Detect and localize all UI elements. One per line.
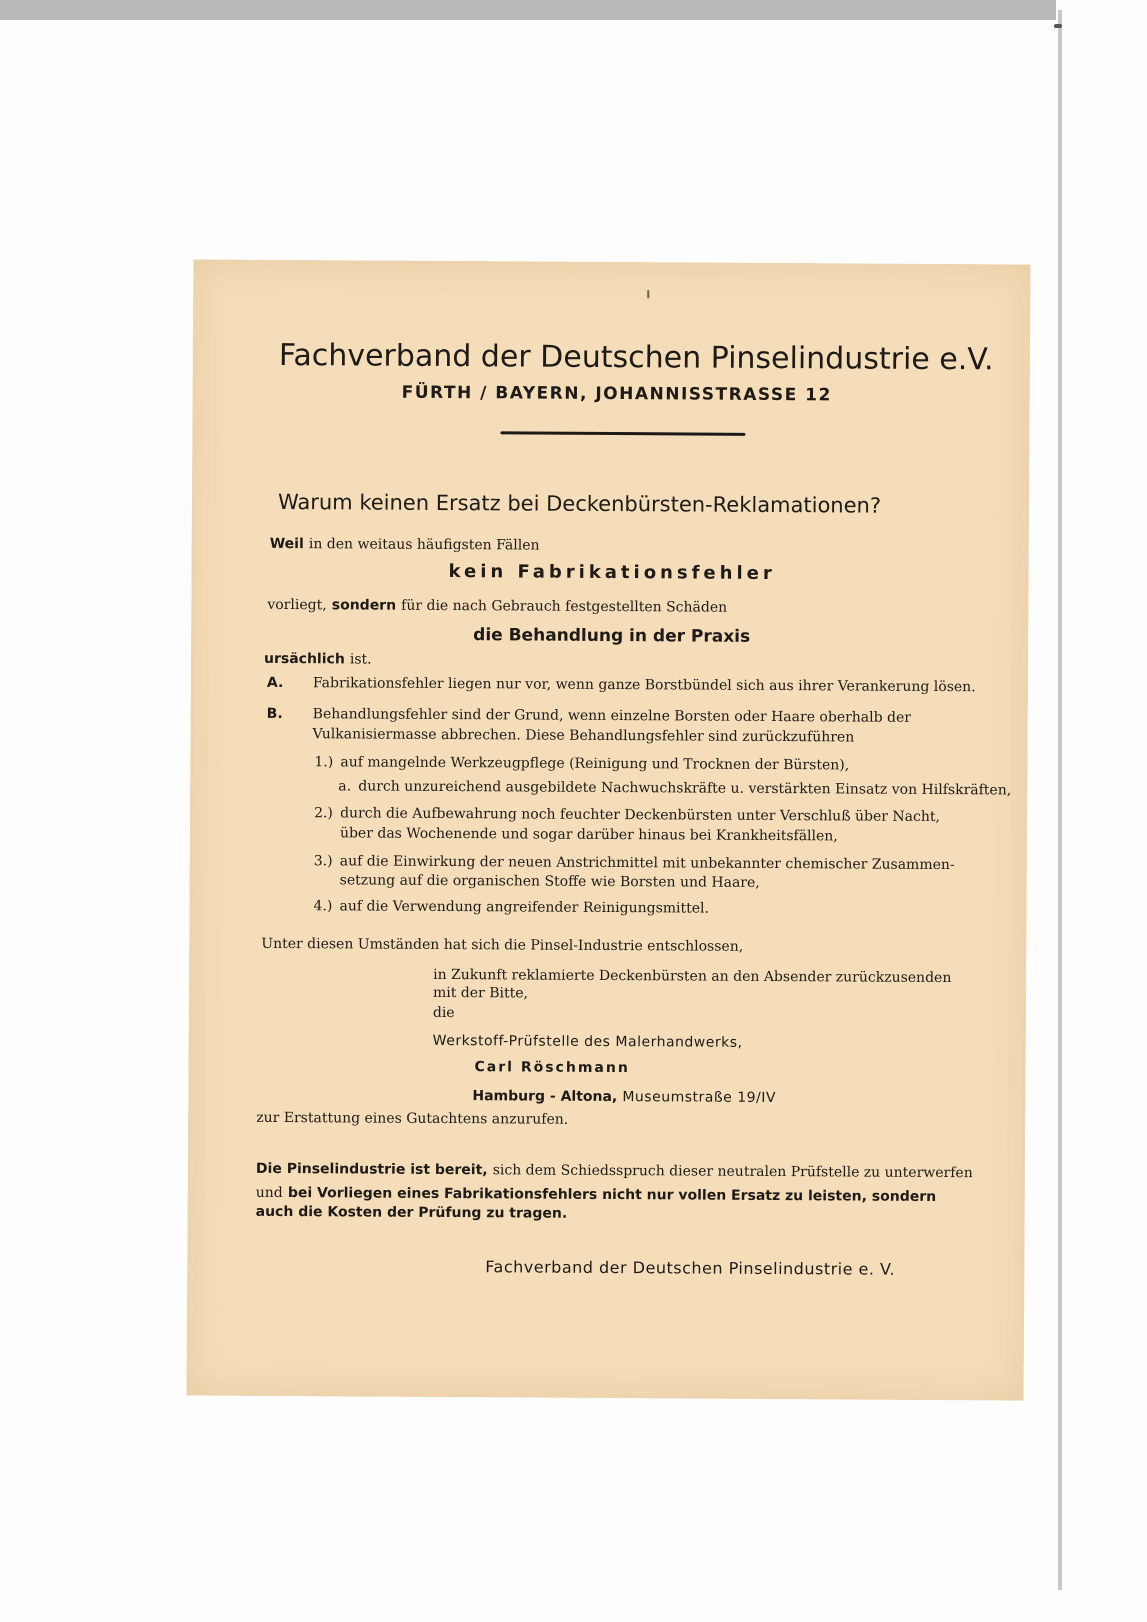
sub-3-line-1: auf die Einwirkung der neuen Anstrichmittel mit unbekannter chemischer Zusammen- <box>339 853 955 874</box>
testing-street: Museumstraße 19/IV <box>622 1089 777 1107</box>
intro-line-5 <box>264 648 372 668</box>
intro-line-3-a: vorliegt, <box>267 596 327 614</box>
sub-3-line-2: setzung auf die organischen Stoffe wie Borsten und Haare, <box>339 872 760 891</box>
intro-line-1 <box>270 533 540 554</box>
document-title: Warum keinen Ersatz bei Deckenbürsten-Reklamationen? <box>277 489 882 518</box>
decision-line-1: Unter diesen Umständen hat sich die Pinsel-Industrie entschlossen, <box>261 935 744 955</box>
letterhead-name: Fachverband der Deutschen Pinselindustrie e.V. <box>278 337 994 378</box>
intro-weil: Weil <box>269 535 304 553</box>
sub-4-number: 4.) <box>313 898 333 915</box>
paper-mark <box>647 290 649 298</box>
signature: Fachverband der Deutschen Pinselindustrie e. V. <box>485 1257 896 1279</box>
scanner-edge-top <box>0 0 1147 20</box>
sub-1a-number: a. <box>338 778 352 795</box>
offer-line-1-rest: sich dem Schiedsspruch dieser neutralen Prüfstelle zu unterwerfen <box>492 1162 973 1182</box>
scan-mark <box>1054 24 1062 28</box>
sub-4-text: auf die Verwendung angreifender Reinigungsmittel. <box>339 898 710 917</box>
intro-sondern: sondern <box>331 597 397 614</box>
item-b-line-1: Behandlungsfehler sind der Grund, wenn einzelne Borsten oder Haare oberhalb der <box>312 706 912 726</box>
offer-line-1-bold: Die Pinselindustrie ist bereit, <box>255 1160 488 1179</box>
testing-address <box>472 1085 776 1106</box>
testing-office: Werkstoff-Prüfstelle des Malerhandwerks, <box>432 1032 743 1051</box>
testing-person: Carl Röschmann <box>474 1059 630 1077</box>
item-a-text: Fabrikationsfehler liegen nur vor, wenn ganze Borstbündel sich aus ihrer Verankerung lösen. <box>312 675 976 696</box>
letterhead-address: FÜRTH / BAYERN, JOHANNISSTRASSE 12 <box>401 382 832 406</box>
offer-line-2-bold: bei Vorliegen eines Fabrikationsfehlers nicht nur vollen Ersatz zu leisten, sondern <box>287 1185 937 1206</box>
intro-line-5-rest: ist. <box>349 651 372 668</box>
item-a-marker: A. <box>266 674 284 692</box>
sub-2-number: 2.) <box>314 805 333 822</box>
offer-line-2-a: und <box>255 1184 283 1202</box>
intro-line-1-rest: in den weitaus häufigsten Fällen <box>308 536 540 554</box>
testing-city: Hamburg - Altona, <box>472 1088 618 1106</box>
offer-line-1 <box>256 1158 973 1181</box>
sub-2-line-2: über das Wochenende und sogar darüber hinaus bei Krankheitsfällen, <box>339 825 838 845</box>
emphasis-no-defect: kein Fabrikationsfehler <box>448 561 776 585</box>
decision-line-3: mit der Bitte, <box>432 984 529 1002</box>
sub-1a-text: durch unzureichend ausgebildete Nachwuchskräfte u. verstärkten Einsatz von Hilfskräften, <box>358 778 1012 799</box>
decision-line-4: die <box>432 1004 455 1022</box>
divider-rule <box>500 431 745 435</box>
scanner-edge-right <box>1058 10 1062 1590</box>
offer-line-2 <box>256 1182 936 1205</box>
document-sheet <box>187 259 1031 1400</box>
sub-1-text: auf mangelnde Werkzeugpflege (Reinigung und Trocknen der Bürsten), <box>340 754 850 774</box>
intro-ursaechlich: ursächlich <box>263 650 345 668</box>
item-b-line-2: Vulkanisiermasse abbrechen. Diese Behandlungsfehler sind zurückzuführen <box>312 726 855 746</box>
intro-line-3 <box>267 594 727 616</box>
decision-closing: zur Erstattung eines Gutachtens anzurufen. <box>256 1109 569 1128</box>
scan-background <box>1056 0 1147 1622</box>
intro-line-3-b: für die nach Gebrauch festgestellten Schäden <box>401 597 728 616</box>
sub-3-number: 3.) <box>313 853 333 870</box>
emphasis-handling: die Behandlung in der Praxis <box>473 625 751 647</box>
sub-1-number: 1.) <box>314 754 334 771</box>
decision-line-2: in Zukunft reklamierte Deckenbürsten an den Absender zurückzusenden <box>433 966 952 987</box>
sub-2-line-1: durch die Aufbewahrung noch feuchter Deckenbürsten unter Verschluß über Nacht, <box>340 805 941 826</box>
offer-line-3: auch die Kosten der Prüfung zu tragen. <box>255 1203 568 1222</box>
item-b-marker: B. <box>266 705 283 723</box>
